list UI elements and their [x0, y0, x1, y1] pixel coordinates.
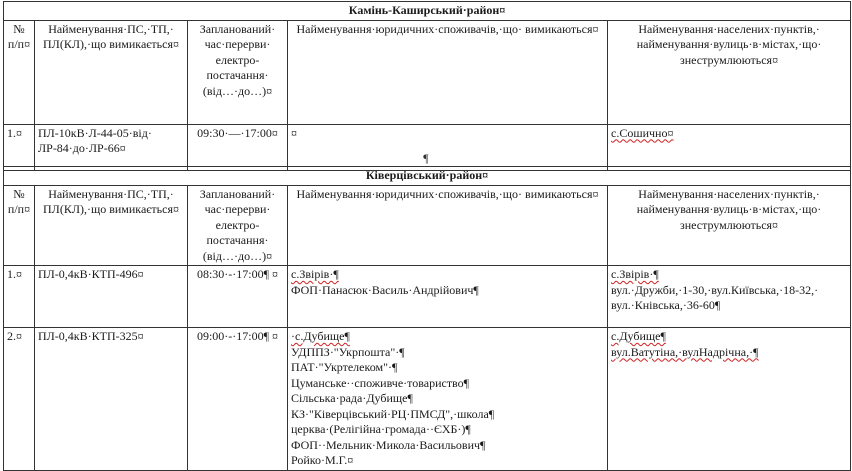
header-settlements: Найменування·населених·пунктів,· найменування·вулиць·в·містах,·що· знеструмлюються¤	[608, 185, 851, 266]
header-name: Найменування·ПС,·ТП,· ПЛ(КЛ),·що вимикається¤	[35, 20, 188, 124]
settlement-line: вул.·Кнівська,·36-60¶	[611, 298, 721, 312]
paragraph-mark: ¶	[423, 151, 429, 165]
row-num: 1.¤	[4, 124, 35, 170]
row-settlements	[608, 328, 851, 471]
section-2-table	[3, 166, 851, 471]
row-name: ПЛ-0,4кВ·КТП-496¤	[35, 266, 188, 328]
settlement-line: с.Дубище¶	[611, 329, 666, 343]
header-name: Найменування·ПС,·ТП,· ПЛ(КЛ),·що вимикається¤	[35, 185, 188, 266]
row-settlements	[608, 266, 851, 328]
header-num: № п/п¤	[4, 185, 35, 266]
legal-line: ФОП·Панасюк·Василь·Андрійович¶	[291, 282, 479, 297]
row-num: 2.¤	[4, 328, 35, 471]
row-settlements: с.Сошично¤	[608, 124, 851, 170]
header-settlements: Найменування·населених·пунктів,· найменування·вулиць·в·містах,·що· знеструмлюються¤	[608, 20, 851, 124]
row-time: 09:30·—·17:00¤	[188, 124, 288, 170]
row-name: ПЛ-10кВ·Л-44-05·від· ЛР-84·до·ЛР-66¤	[35, 124, 188, 170]
settlement-line: вул.Ватутіна,·вулНадрічна,·¶	[611, 344, 759, 359]
row-time: 08:30·-·17:00¶ ¤	[188, 266, 288, 328]
row-time: 09:00·-·17:00¶ ¤	[188, 328, 288, 471]
header-time: Запланований· час·перерви· електро- постачання· (від…·до…)¤	[188, 20, 288, 124]
legal-line: ·с.Дубище¶	[291, 329, 350, 343]
row-name: ПЛ-0,4кВ·КТП-325¤	[35, 328, 188, 471]
row-num: 1.¤	[4, 266, 35, 328]
row-legal	[288, 328, 608, 471]
table-row	[4, 328, 851, 471]
header-legal: Найменування·юридичних·споживачів,·що· вимикаються¤	[288, 185, 608, 266]
settlement-line: с.Звірів·¶	[611, 267, 659, 281]
section-2-title: Ківерцівський·район¤	[4, 167, 851, 186]
settlement-line: вул.·Дружби,·1-30,·вул.Київська,·18-32,·	[611, 282, 819, 297]
legal-line: УДППЗ·"Укрпошта"·¶	[291, 344, 405, 359]
legal-line: ФОП··Мельник·Микола·Васильович¶	[291, 437, 486, 452]
legal-line: Сільська·рада·Дубище¶	[291, 391, 413, 405]
legal-line: Ройко·М.Г.¤	[291, 453, 354, 467]
section-1-table	[3, 1, 851, 171]
header-legal: Найменування·юридичних·споживачів,·що· вимикаються¤	[288, 20, 608, 124]
row-legal: ¤	[288, 124, 608, 170]
section-1-title: Камінь-Каширський·район¤	[4, 2, 851, 21]
legal-line: КЗ·"Ківерцівський·РЦ·ПМСД",·школа¶	[291, 406, 495, 421]
row-legal	[288, 266, 608, 328]
header-num: № п/п¤	[4, 20, 35, 124]
legal-line: церква·(Релігійна·громада··ЄХБ·)¶	[291, 422, 471, 436]
legal-line: с.Звірів·¶	[291, 267, 339, 281]
legal-line: Цуманське··споживче·товариство¶	[291, 375, 470, 390]
header-time: Запланований· час·перерви· електро- постачання· (від…·до…)¤	[188, 185, 288, 266]
table-row	[4, 266, 851, 328]
legal-line: ПАТ·"Укртелеком"·¶	[291, 360, 398, 374]
